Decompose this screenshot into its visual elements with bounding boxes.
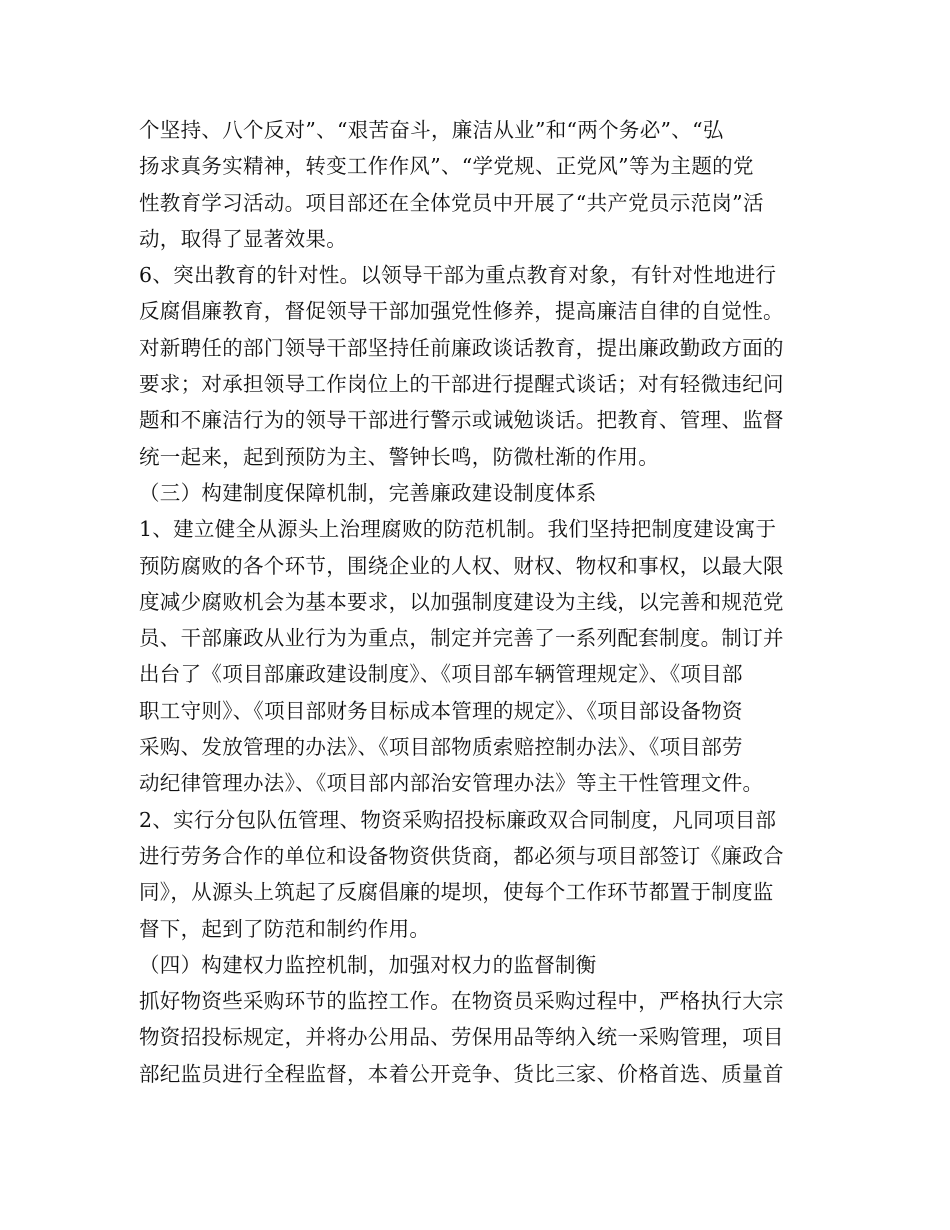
text-line: 预防腐败的各个环节，围绕企业的人权、财权、物权和事权，以最大限: [139, 553, 784, 578]
text-line: 要求；对承担领导工作岗位上的干部进行提醒式谈话；对有轻微违纪问: [139, 372, 784, 397]
text-line: 动，取得了显著效果。: [139, 226, 347, 251]
text-line: 抓好物资些采购环节的监控工作。在物资员采购过程中，严格执行大宗: [139, 989, 784, 1014]
text-line: 1、建立健全从源头上治理腐败的防范机制。我们坚持把制度建设寓于: [139, 517, 777, 542]
text-line: 6、突出教育的针对性。以领导干部为重点教育对象，有针对性地进行: [139, 263, 777, 288]
text-line: 题和不廉洁行为的领导干部进行警示或诫勉谈话。把教育、管理、监督: [139, 408, 784, 433]
text-line: 2、实行分包队伍管理、物资采购招投标廉政双合同制度，凡同项目部: [139, 807, 777, 832]
document-body: [139, 112, 819, 1092]
section-heading: （三）构建制度保障机制，完善廉政建设制度体系: [139, 480, 597, 505]
text-line: 反腐倡廉教育，督促领导干部加强党性修养，提高廉洁自律的自觉性。: [139, 299, 784, 324]
text-line: 动纪律管理办法》、《项目部内部治安管理办法》等主干性管理文件。: [139, 771, 764, 796]
text-line: 采购、发放管理的办法》、《项目部物质索赔控制办法》、《项目部劳: [139, 735, 743, 760]
text-line: 进行劳务合作的单位和设备物资供货商，都必须与项目部签订《廉政合: [139, 843, 784, 868]
text-line: 部纪监员进行全程监督，本着公开竞争、货比三家、价格首选、质量首: [139, 1061, 784, 1086]
text-line: 同》，从源头上筑起了反腐倡廉的堤坝，使每个工作环节都置于制度监: [139, 880, 774, 905]
text-line: 职工守则》、《项目部财务目标成本管理的规定》、《项目部设备物资: [139, 698, 743, 723]
text-line: 个坚持、八个反对”、“艰苦奋斗，廉洁从业”和“两个务必”、“弘: [139, 118, 724, 142]
text-line: 出台了《项目部廉政建设制度》、《项目部车辆管理规定》、《项目部: [139, 662, 743, 687]
text-line: 物资招投标规定，并将办公用品、劳保用品等纳入统一采购管理，项目: [139, 1025, 784, 1050]
text-line: 统一起来，起到预防为主、警钟长鸣，防微杜渐的作用。: [139, 444, 659, 469]
text-line: 扬求真务实精神，转变工作作风”、“学党规、正党风”等为主题的党: [139, 154, 754, 179]
section-heading: （四）构建权力监控机制，加强对权力的监督制衡: [139, 952, 597, 977]
text-line: 性教育学习活动。项目部还在全体党员中开展了“共产党员示范岗”活: [139, 190, 764, 215]
text-line: 对新聘任的部门领导干部坚持任前廉政谈话教育，提出廉政勤政方面的: [139, 335, 784, 360]
text-line: 员、干部廉政从业行为为重点，制定并完善了一系列配套制度。制订并: [139, 626, 784, 651]
text-line: 度减少腐败机会为基本要求，以加强制度建设为主线，以完善和规范党: [139, 589, 784, 614]
text-line: 督下，起到了防范和制约作用。: [139, 916, 431, 941]
